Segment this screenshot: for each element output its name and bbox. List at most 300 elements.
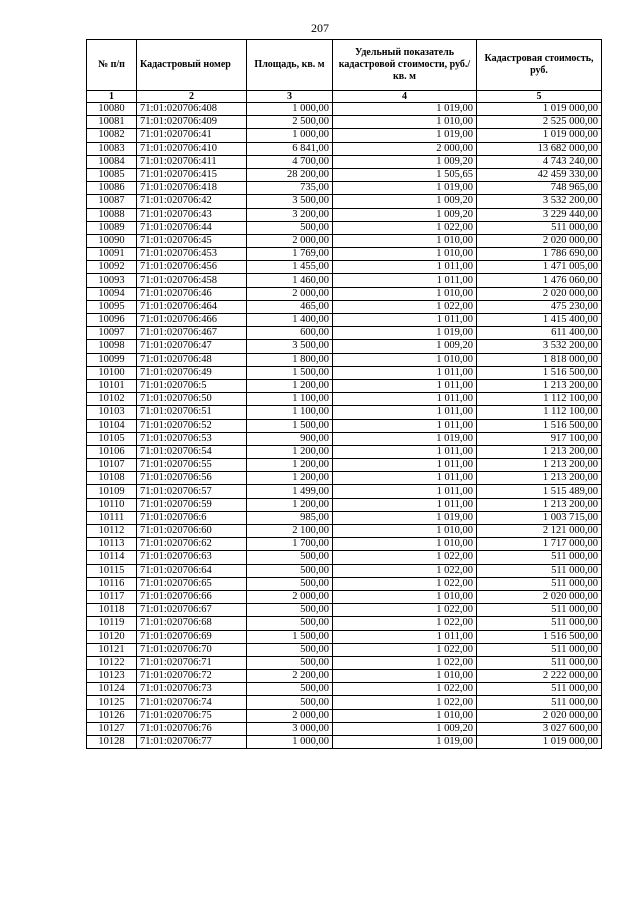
cell-cadastral-cost: 1 213 200,00 — [477, 498, 602, 511]
table-row — [87, 604, 602, 617]
cell-cadastral-number: 71:01:020706:44 — [137, 221, 247, 234]
table-row — [87, 274, 602, 287]
table-row — [87, 630, 602, 643]
cell-cadastral-number: 71:01:020706:66 — [137, 590, 247, 603]
cell-area: 6 841,00 — [247, 142, 333, 155]
cell-row-number: 10091 — [87, 248, 137, 261]
cell-area: 1 200,00 — [247, 472, 333, 485]
table-row — [87, 103, 602, 116]
cell-row-number: 10089 — [87, 221, 137, 234]
cell-unit-rate: 1 019,00 — [333, 103, 477, 116]
column-number-row — [87, 91, 602, 103]
table-row — [87, 577, 602, 590]
table-row — [87, 208, 602, 221]
cell-row-number: 10113 — [87, 538, 137, 551]
table-row — [87, 168, 602, 181]
table-row — [87, 155, 602, 168]
table-row — [87, 736, 602, 749]
cell-cadastral-cost: 2 020 000,00 — [477, 709, 602, 722]
cell-cadastral-cost: 511 000,00 — [477, 221, 602, 234]
cell-unit-rate: 1 011,00 — [333, 419, 477, 432]
cell-cadastral-number: 71:01:020706:458 — [137, 274, 247, 287]
cell-unit-rate: 1 009,20 — [333, 208, 477, 221]
cell-unit-rate: 1 022,00 — [333, 683, 477, 696]
cell-cadastral-cost: 1 213 200,00 — [477, 445, 602, 458]
cell-area: 500,00 — [247, 564, 333, 577]
cell-cadastral-cost: 511 000,00 — [477, 551, 602, 564]
cell-area: 28 200,00 — [247, 168, 333, 181]
cell-area: 1 100,00 — [247, 393, 333, 406]
cell-row-number: 10095 — [87, 300, 137, 313]
cell-unit-rate: 1 011,00 — [333, 445, 477, 458]
cell-row-number: 10102 — [87, 393, 137, 406]
cell-cadastral-cost: 511 000,00 — [477, 656, 602, 669]
cell-row-number: 10126 — [87, 709, 137, 722]
cell-area: 1 100,00 — [247, 406, 333, 419]
cell-row-number: 10099 — [87, 353, 137, 366]
cell-cadastral-number: 71:01:020706:467 — [137, 327, 247, 340]
table-row — [87, 472, 602, 485]
cell-unit-rate: 1 011,00 — [333, 379, 477, 392]
cell-unit-rate: 1 019,00 — [333, 511, 477, 524]
cell-cadastral-number: 71:01:020706:72 — [137, 670, 247, 683]
cell-row-number: 10096 — [87, 314, 137, 327]
cell-cadastral-number: 71:01:020706:41 — [137, 129, 247, 142]
cell-unit-rate: 1 010,00 — [333, 353, 477, 366]
cell-cadastral-cost: 748 965,00 — [477, 182, 602, 195]
table-row — [87, 709, 602, 722]
cell-unit-rate: 1 010,00 — [333, 709, 477, 722]
cell-cadastral-cost: 1 515 489,00 — [477, 485, 602, 498]
cell-cadastral-cost: 2 020 000,00 — [477, 590, 602, 603]
cell-row-number: 10110 — [87, 498, 137, 511]
cell-unit-rate: 1 009,20 — [333, 195, 477, 208]
page-number: 207 — [311, 21, 329, 35]
cell-unit-rate: 1 010,00 — [333, 234, 477, 247]
cell-cadastral-cost: 511 000,00 — [477, 564, 602, 577]
cell-cadastral-cost: 1 471 005,00 — [477, 261, 602, 274]
cell-row-number: 10128 — [87, 736, 137, 749]
cell-row-number: 10086 — [87, 182, 137, 195]
cell-row-number: 10093 — [87, 274, 137, 287]
table-row — [87, 406, 602, 419]
cell-area: 1 200,00 — [247, 379, 333, 392]
cell-unit-rate: 1 010,00 — [333, 525, 477, 538]
cell-cadastral-number: 71:01:020706:67 — [137, 604, 247, 617]
cell-area: 1 499,00 — [247, 485, 333, 498]
cell-row-number: 10122 — [87, 656, 137, 669]
cell-cadastral-cost: 3 027 600,00 — [477, 722, 602, 735]
cell-cadastral-cost: 2 525 000,00 — [477, 116, 602, 129]
cell-unit-rate: 1 011,00 — [333, 406, 477, 419]
cell-area: 3 000,00 — [247, 722, 333, 735]
cell-row-number: 10100 — [87, 366, 137, 379]
cell-area: 1 769,00 — [247, 248, 333, 261]
cell-row-number: 10115 — [87, 564, 137, 577]
cell-cadastral-number: 71:01:020706:43 — [137, 208, 247, 221]
cell-cadastral-cost: 1 019 000,00 — [477, 736, 602, 749]
cell-area: 985,00 — [247, 511, 333, 524]
cell-area: 1 200,00 — [247, 498, 333, 511]
cell-cadastral-number: 71:01:020706:71 — [137, 656, 247, 669]
cell-row-number: 10085 — [87, 168, 137, 181]
cell-cadastral-cost: 511 000,00 — [477, 696, 602, 709]
cell-cadastral-number: 71:01:020706:410 — [137, 142, 247, 155]
cell-area: 1 460,00 — [247, 274, 333, 287]
cell-row-number: 10107 — [87, 459, 137, 472]
cell-row-number: 10114 — [87, 551, 137, 564]
cell-unit-rate: 1 010,00 — [333, 116, 477, 129]
table-row — [87, 287, 602, 300]
cell-unit-rate: 1 019,00 — [333, 182, 477, 195]
cell-cadastral-cost: 1 818 000,00 — [477, 353, 602, 366]
cell-cadastral-cost: 3 532 200,00 — [477, 195, 602, 208]
cell-row-number: 10080 — [87, 103, 137, 116]
cell-unit-rate: 1 019,00 — [333, 327, 477, 340]
cell-unit-rate: 1 011,00 — [333, 630, 477, 643]
table-row — [87, 445, 602, 458]
table-row — [87, 643, 602, 656]
cell-cadastral-cost: 2 020 000,00 — [477, 234, 602, 247]
table-row — [87, 353, 602, 366]
cell-row-number: 10111 — [87, 511, 137, 524]
cell-area: 465,00 — [247, 300, 333, 313]
cadastral-value-table — [86, 39, 602, 749]
cell-cadastral-number: 71:01:020706:408 — [137, 103, 247, 116]
table-header-row — [87, 40, 602, 91]
cell-area: 900,00 — [247, 432, 333, 445]
cell-row-number: 10104 — [87, 419, 137, 432]
cell-cadastral-cost: 1 717 000,00 — [477, 538, 602, 551]
cell-area: 4 700,00 — [247, 155, 333, 168]
cell-area: 500,00 — [247, 683, 333, 696]
cell-area: 500,00 — [247, 221, 333, 234]
cell-unit-rate: 1 010,00 — [333, 248, 477, 261]
cell-cadastral-number: 71:01:020706:5 — [137, 379, 247, 392]
cell-area: 500,00 — [247, 617, 333, 630]
cell-cadastral-cost: 1 213 200,00 — [477, 459, 602, 472]
cell-unit-rate: 1 010,00 — [333, 670, 477, 683]
table-body — [87, 91, 602, 749]
cell-unit-rate: 1 011,00 — [333, 498, 477, 511]
cell-row-number: 10097 — [87, 327, 137, 340]
cell-cadastral-number: 71:01:020706:63 — [137, 551, 247, 564]
cell-area: 2 200,00 — [247, 670, 333, 683]
cell-area: 2 000,00 — [247, 234, 333, 247]
cell-area: 1 500,00 — [247, 630, 333, 643]
cell-row-number: 10092 — [87, 261, 137, 274]
cell-area: 1 455,00 — [247, 261, 333, 274]
table-row — [87, 379, 602, 392]
table-row — [87, 182, 602, 195]
cell-cadastral-number: 71:01:020706:68 — [137, 617, 247, 630]
table-row — [87, 617, 602, 630]
cell-cadastral-number: 71:01:020706:64 — [137, 564, 247, 577]
column-number: 5 — [477, 91, 602, 103]
cell-cadastral-cost: 475 230,00 — [477, 300, 602, 313]
cell-cadastral-number: 71:01:020706:52 — [137, 419, 247, 432]
cell-cadastral-number: 71:01:020706:466 — [137, 314, 247, 327]
cell-unit-rate: 1 022,00 — [333, 617, 477, 630]
column-number: 3 — [247, 91, 333, 103]
cell-unit-rate: 1 022,00 — [333, 221, 477, 234]
cell-cadastral-number: 71:01:020706:464 — [137, 300, 247, 313]
table-row — [87, 129, 602, 142]
cell-unit-rate: 1 009,20 — [333, 340, 477, 353]
cell-area: 3 500,00 — [247, 340, 333, 353]
cell-cadastral-number: 71:01:020706:49 — [137, 366, 247, 379]
cell-cadastral-number: 71:01:020706:65 — [137, 577, 247, 590]
cell-cadastral-number: 71:01:020706:54 — [137, 445, 247, 458]
cell-cadastral-cost: 1 476 060,00 — [477, 274, 602, 287]
table-row — [87, 314, 602, 327]
cell-area: 1 000,00 — [247, 736, 333, 749]
cell-area: 3 200,00 — [247, 208, 333, 221]
cell-cadastral-cost: 1 112 100,00 — [477, 406, 602, 419]
cell-row-number: 10109 — [87, 485, 137, 498]
column-number: 4 — [333, 91, 477, 103]
table-row — [87, 511, 602, 524]
table-row — [87, 261, 602, 274]
cell-area: 1 800,00 — [247, 353, 333, 366]
cell-cadastral-cost: 2 020 000,00 — [477, 287, 602, 300]
cell-cadastral-cost: 42 459 330,00 — [477, 168, 602, 181]
cell-unit-rate: 1 009,20 — [333, 155, 477, 168]
cell-unit-rate: 1 022,00 — [333, 696, 477, 709]
cell-cadastral-number: 71:01:020706:77 — [137, 736, 247, 749]
cell-unit-rate: 1 011,00 — [333, 459, 477, 472]
cell-cadastral-number: 71:01:020706:50 — [137, 393, 247, 406]
cell-cadastral-cost: 1 213 200,00 — [477, 472, 602, 485]
cell-area: 600,00 — [247, 327, 333, 340]
cell-row-number: 10090 — [87, 234, 137, 247]
cell-cadastral-cost: 1 019 000,00 — [477, 103, 602, 116]
cell-cadastral-number: 71:01:020706:53 — [137, 432, 247, 445]
cell-cadastral-cost: 511 000,00 — [477, 683, 602, 696]
header-area: Площадь, кв. м — [247, 40, 333, 91]
column-number: 1 — [87, 91, 137, 103]
table-row — [87, 590, 602, 603]
cell-cadastral-number: 71:01:020706:56 — [137, 472, 247, 485]
cell-area: 500,00 — [247, 577, 333, 590]
cell-unit-rate: 1 010,00 — [333, 538, 477, 551]
cell-cadastral-number: 71:01:020706:42 — [137, 195, 247, 208]
cell-unit-rate: 1 011,00 — [333, 314, 477, 327]
cell-cadastral-number: 71:01:020706:453 — [137, 248, 247, 261]
cell-row-number: 10120 — [87, 630, 137, 643]
cell-area: 1 400,00 — [247, 314, 333, 327]
cell-cadastral-number: 71:01:020706:59 — [137, 498, 247, 511]
cell-area: 2 000,00 — [247, 709, 333, 722]
cell-cadastral-number: 71:01:020706:55 — [137, 459, 247, 472]
cell-unit-rate: 1 010,00 — [333, 287, 477, 300]
cell-row-number: 10084 — [87, 155, 137, 168]
table-row — [87, 485, 602, 498]
table-row — [87, 327, 602, 340]
cell-area: 1 500,00 — [247, 419, 333, 432]
table-row — [87, 340, 602, 353]
cell-area: 1 500,00 — [247, 366, 333, 379]
cell-cadastral-number: 71:01:020706:74 — [137, 696, 247, 709]
cell-cadastral-number: 71:01:020706:47 — [137, 340, 247, 353]
table-row — [87, 366, 602, 379]
cell-row-number: 10124 — [87, 683, 137, 696]
cell-cadastral-number: 71:01:020706:51 — [137, 406, 247, 419]
cell-cadastral-cost: 1 786 690,00 — [477, 248, 602, 261]
cell-area: 500,00 — [247, 551, 333, 564]
table-row — [87, 142, 602, 155]
cell-cadastral-number: 71:01:020706:62 — [137, 538, 247, 551]
cell-area: 2 000,00 — [247, 287, 333, 300]
header-num: № п/п — [87, 40, 137, 91]
cell-row-number: 10087 — [87, 195, 137, 208]
cell-unit-rate: 1 019,00 — [333, 129, 477, 142]
cell-unit-rate: 1 022,00 — [333, 564, 477, 577]
cell-cadastral-cost: 511 000,00 — [477, 643, 602, 656]
cell-area: 3 500,00 — [247, 195, 333, 208]
cell-unit-rate: 1 009,20 — [333, 722, 477, 735]
cell-area: 500,00 — [247, 643, 333, 656]
table-row — [87, 195, 602, 208]
cell-cadastral-cost: 1 213 200,00 — [477, 379, 602, 392]
cell-area: 1 700,00 — [247, 538, 333, 551]
cell-row-number: 10118 — [87, 604, 137, 617]
cell-cadastral-number: 71:01:020706:46 — [137, 287, 247, 300]
cell-unit-rate: 1 022,00 — [333, 656, 477, 669]
cell-unit-rate: 2 000,00 — [333, 142, 477, 155]
cell-cadastral-cost: 917 100,00 — [477, 432, 602, 445]
cell-unit-rate: 1 019,00 — [333, 432, 477, 445]
cell-cadastral-number: 71:01:020706:57 — [137, 485, 247, 498]
cell-row-number: 10098 — [87, 340, 137, 353]
table-row — [87, 722, 602, 735]
cell-row-number: 10103 — [87, 406, 137, 419]
cell-cadastral-cost: 1 003 715,00 — [477, 511, 602, 524]
cell-cadastral-number: 71:01:020706:456 — [137, 261, 247, 274]
table-row — [87, 419, 602, 432]
table-row — [87, 538, 602, 551]
cell-cadastral-number: 71:01:020706:418 — [137, 182, 247, 195]
cell-cadastral-number: 71:01:020706:70 — [137, 643, 247, 656]
cell-cadastral-cost: 511 000,00 — [477, 577, 602, 590]
table-row — [87, 234, 602, 247]
cell-area: 500,00 — [247, 604, 333, 617]
cell-row-number: 10101 — [87, 379, 137, 392]
cell-row-number: 10117 — [87, 590, 137, 603]
cell-unit-rate: 1 022,00 — [333, 604, 477, 617]
cell-area: 735,00 — [247, 182, 333, 195]
cell-cadastral-number: 71:01:020706:75 — [137, 709, 247, 722]
cell-unit-rate: 1 011,00 — [333, 472, 477, 485]
table-row — [87, 116, 602, 129]
cell-cadastral-cost: 511 000,00 — [477, 617, 602, 630]
cell-row-number: 10121 — [87, 643, 137, 656]
cell-row-number: 10094 — [87, 287, 137, 300]
cell-row-number: 10106 — [87, 445, 137, 458]
cell-row-number: 10082 — [87, 129, 137, 142]
cell-unit-rate: 1 022,00 — [333, 577, 477, 590]
cell-cadastral-number: 71:01:020706:73 — [137, 683, 247, 696]
cell-cadastral-cost: 4 743 240,00 — [477, 155, 602, 168]
cell-row-number: 10116 — [87, 577, 137, 590]
column-number: 2 — [137, 91, 247, 103]
cell-row-number: 10108 — [87, 472, 137, 485]
table-row — [87, 393, 602, 406]
cell-area: 2 500,00 — [247, 116, 333, 129]
table-row — [87, 525, 602, 538]
cell-cadastral-number: 71:01:020706:48 — [137, 353, 247, 366]
cell-cadastral-number: 71:01:020706:415 — [137, 168, 247, 181]
table-row — [87, 459, 602, 472]
cell-unit-rate: 1 011,00 — [333, 393, 477, 406]
table-row — [87, 221, 602, 234]
cell-cadastral-number: 71:01:020706:69 — [137, 630, 247, 643]
cell-cadastral-number: 71:01:020706:76 — [137, 722, 247, 735]
cell-cadastral-cost: 1 516 500,00 — [477, 366, 602, 379]
header-unit-rate: Удельный показатель кадастровой стоимости, руб./кв. м — [333, 40, 477, 91]
cell-cadastral-cost: 1 516 500,00 — [477, 630, 602, 643]
cell-unit-rate: 1 022,00 — [333, 643, 477, 656]
cell-unit-rate: 1 022,00 — [333, 300, 477, 313]
cell-cadastral-cost: 1 019 000,00 — [477, 129, 602, 142]
table-row — [87, 248, 602, 261]
header-cost: Кадастровая стоимость, руб. — [477, 40, 602, 91]
cell-area: 2 100,00 — [247, 525, 333, 538]
cell-unit-rate: 1 011,00 — [333, 261, 477, 274]
cell-unit-rate: 1 010,00 — [333, 590, 477, 603]
cell-row-number: 10125 — [87, 696, 137, 709]
cell-row-number: 10112 — [87, 525, 137, 538]
cell-row-number: 10105 — [87, 432, 137, 445]
cell-row-number: 10127 — [87, 722, 137, 735]
cell-unit-rate: 1 011,00 — [333, 366, 477, 379]
cell-unit-rate: 1 011,00 — [333, 274, 477, 287]
cell-row-number: 10081 — [87, 116, 137, 129]
table-row — [87, 656, 602, 669]
cell-cadastral-cost: 3 229 440,00 — [477, 208, 602, 221]
cell-area: 1 200,00 — [247, 459, 333, 472]
cell-cadastral-cost: 3 532 200,00 — [477, 340, 602, 353]
cell-cadastral-cost: 2 222 000,00 — [477, 670, 602, 683]
cell-cadastral-cost: 2 121 000,00 — [477, 525, 602, 538]
cell-row-number: 10123 — [87, 670, 137, 683]
table-row — [87, 300, 602, 313]
cell-unit-rate: 1 505,65 — [333, 168, 477, 181]
cell-unit-rate: 1 022,00 — [333, 551, 477, 564]
table-row — [87, 498, 602, 511]
cell-unit-rate: 1 011,00 — [333, 485, 477, 498]
header-cadastral-number: Кадастровый номер — [137, 40, 247, 91]
cell-cadastral-cost: 1 415 400,00 — [477, 314, 602, 327]
cell-cadastral-number: 71:01:020706:6 — [137, 511, 247, 524]
cell-row-number: 10088 — [87, 208, 137, 221]
cell-cadastral-number: 71:01:020706:45 — [137, 234, 247, 247]
cell-cadastral-cost: 1 112 100,00 — [477, 393, 602, 406]
cell-cadastral-cost: 1 516 500,00 — [477, 419, 602, 432]
cell-cadastral-number: 71:01:020706:409 — [137, 116, 247, 129]
cell-unit-rate: 1 019,00 — [333, 736, 477, 749]
cell-cadastral-cost: 611 400,00 — [477, 327, 602, 340]
cell-cadastral-cost: 13 682 000,00 — [477, 142, 602, 155]
cell-cadastral-cost: 511 000,00 — [477, 604, 602, 617]
cell-area: 1 000,00 — [247, 129, 333, 142]
cell-area: 1 200,00 — [247, 445, 333, 458]
table-row — [87, 432, 602, 445]
cell-row-number: 10119 — [87, 617, 137, 630]
cell-area: 2 000,00 — [247, 590, 333, 603]
table-row — [87, 670, 602, 683]
cell-cadastral-number: 71:01:020706:60 — [137, 525, 247, 538]
